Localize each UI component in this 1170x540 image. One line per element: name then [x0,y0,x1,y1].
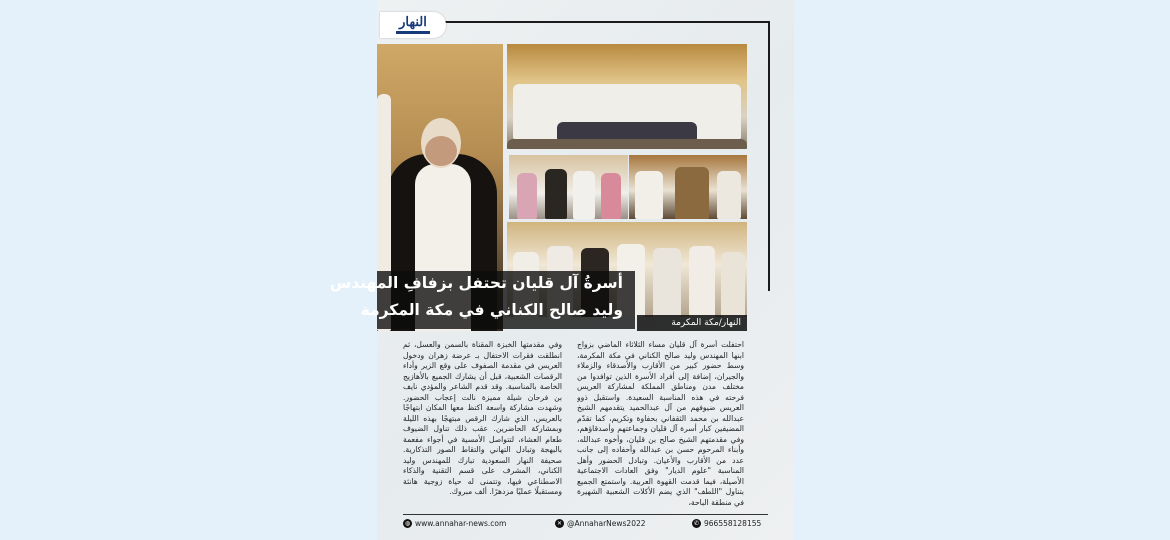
whatsapp-text: 966558128155 [704,518,762,528]
article-column-left [403,340,562,512]
frame-border-top [397,21,770,23]
group-photo [507,44,747,149]
frame-border-right [768,21,770,291]
x-handle-text: @AnnaharNews2022 [567,518,646,528]
whatsapp-icon: ✆ [693,519,700,527]
headline-box [329,271,635,329]
article-text-right: احتفلت أسرة آل قليان مساء الثلاثاء الماضي بزواج ابنها المهندس وليد صالح الكناني في مكة المكرمة، وسط حضور كبير من الأقارب والأصدقاء والزملاء والجيران، إضافة إلى أفراد الأسرة الذين توافدوا من مختلف مدن ومناطق المملكة لمشاركة العريس فرحته في هذه المناسبة السعيدة. واستقبل ذوو العريس ضيوفهم من آل عبدالحميد يتقدمهم الشيخ عبدالله بن محمد الثقفاني بحفاوة وتكريم، كما تقدّم المضيفين كبار أسرة آل قليان وجماعتهم وأصدقاؤهم، وفي مقدمتهم الشيخ صالح بن قليان، وأخوه عبدالله، وأبناء المرحوم حسن بن عبدالله وأحفاده إلى جانب عدد من الأقارب والأعيان. وتبادل الحضور وأهل المناسبة "علوم الديار" وفق العادات الاجتماعية الأصيلة، فيما قدمت القهوة العربية. واستمتع الجميع بتناول "اللطف" الذي يضم الأكلات الشعبية الشهيرة في منطقة الباحة، [577,340,744,507]
footer-whatsapp[interactable] [692,517,761,529]
footer-divider [403,514,768,515]
dateline: النهار/مكة المكرمة [637,315,747,331]
logo-text: النهار [399,15,427,30]
x-icon: ✕ [556,519,563,527]
headline-line-2: وليد صالح الكناني في مكة المكرمة [360,301,623,319]
article-column-right [577,340,744,512]
globe-icon: ◍ [404,519,411,527]
footer-website[interactable] [403,517,506,529]
article-text-left: وفي مقدمتها الخبزة المقناة بالسمن والعسل، ثم انطلقت فقرات الاحتفال بـ عرضة زهران ودخول العريس في مقدمة الصفوف على وقع الزير وأداء الرقصات الشعبية، قبل أن يشارك الجميع بالأهازيج الخاصة بالمناسبة. وقد قدم الشاعر والمؤدي نايف بن فرحان شيلة مميزة نالت إعجاب الحضور. وشهدت مشاركة واسعة اكتظ معها المكان ابتهاجًا بالعريس، الذي شارك الرقص مبتهجًا بهذه الليلة وبمشاركة الحاضرين. عقب ذلك تناول الضيوف طعام العشاء، لتتواصل الأمسية في أجواء مفعمة بالبهجة وتبادل التهاني والتقاط الصور التذكارية. صحيفة النهار السعودية تبارك للمهندس وليد الكناني، المشرف على قسم التقنية والذكاء الاصطناعي فيها، وتتمنى له حياة زوجية هانئة ومستقبلًا عمليًا مزدهرًا. ألف مبروك. [403,340,562,496]
guests-photo-right [629,155,747,219]
website-text: www.annahar-news.com [415,518,507,528]
logo-underline [396,31,430,34]
headline-line-1: أسرةُ آل قليان تحتفل بزفافِ المهندس [329,274,623,292]
guests-photo-left [509,155,628,219]
footer-x-handle[interactable] [555,517,646,529]
newspaper-logo [380,12,446,38]
